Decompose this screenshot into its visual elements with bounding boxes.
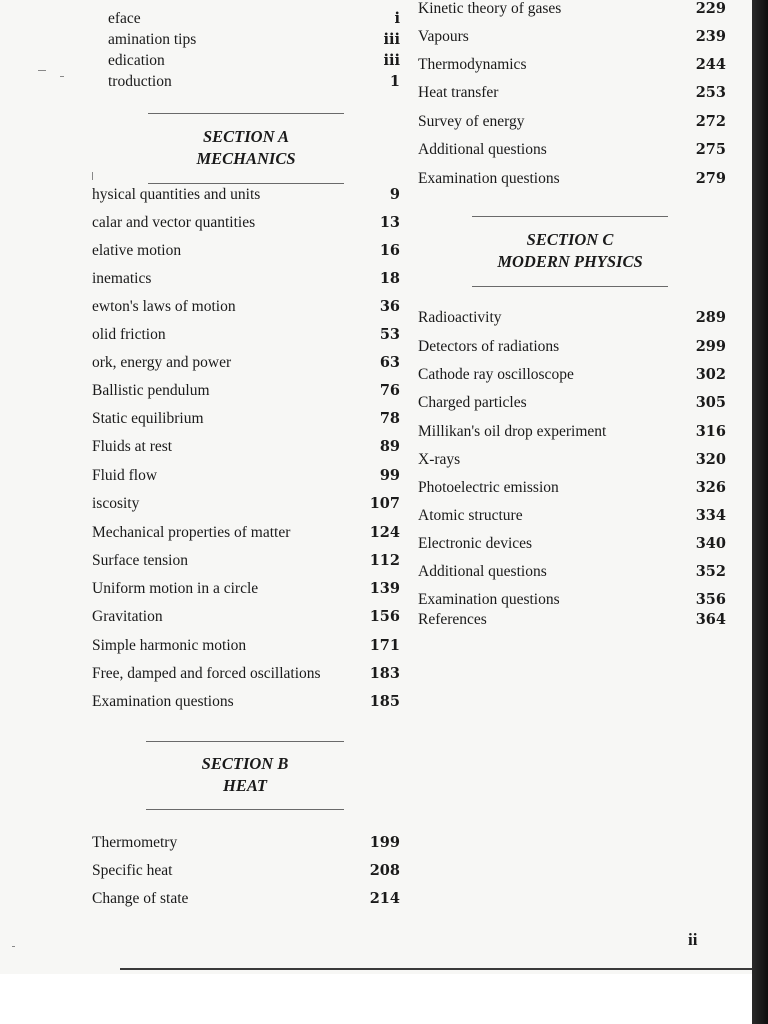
toc-label: Atomic structure — [418, 507, 523, 524]
toc-page: 36 — [379, 298, 400, 315]
toc-label: Additional questions — [418, 141, 547, 158]
toc-label: eface — [108, 10, 141, 27]
toc-page: 326 — [695, 479, 726, 496]
toc-label: Surface tension — [92, 552, 188, 569]
toc-entry — [418, 611, 726, 629]
toc-entry — [418, 309, 726, 327]
toc-page: 272 — [695, 113, 726, 130]
toc-page: 63 — [379, 354, 400, 371]
toc-page: 305 — [695, 394, 726, 411]
toc-label: ork, energy and power — [92, 354, 232, 371]
toc-page: iii — [383, 31, 400, 48]
toc-page: 302 — [695, 366, 726, 383]
toc-page: 9 — [389, 186, 400, 203]
toc-page: 244 — [695, 56, 726, 73]
toc-entry — [92, 862, 400, 880]
toc-page: 124 — [369, 524, 400, 541]
toc-page: 253 — [695, 84, 726, 101]
toc-entry — [418, 338, 726, 356]
toc-page: i — [394, 10, 400, 27]
toc-label: Heat transfer — [418, 84, 499, 101]
toc-entry — [92, 693, 400, 711]
toc-page: 340 — [695, 535, 726, 552]
toc-page: 99 — [379, 467, 400, 484]
toc-page: 171 — [369, 637, 400, 654]
toc-page: 208 — [369, 862, 400, 879]
section-a-subtitle: MECHANICS — [196, 149, 296, 168]
toc-label: Detectors of radiations — [418, 338, 560, 355]
toc-entry — [92, 382, 400, 400]
toc-label: olid friction — [92, 326, 166, 343]
toc-label: Simple harmonic motion — [92, 637, 247, 654]
section-c-title: SECTION C — [526, 230, 614, 249]
toc-entry — [92, 410, 400, 428]
scan-mark — [60, 76, 64, 77]
page-edge-line — [120, 968, 752, 970]
toc-page: 364 — [695, 611, 726, 628]
toc-page: 279 — [695, 170, 726, 187]
divider — [148, 183, 344, 184]
toc-entry — [418, 591, 726, 609]
toc-page: 139 — [369, 580, 400, 597]
toc-label: Thermometry — [92, 834, 178, 851]
toc-label: edication — [108, 52, 165, 69]
scan-mark — [38, 70, 46, 71]
toc-label: hysical quantities and units — [92, 186, 261, 203]
toc-page: 89 — [379, 438, 400, 455]
toc-label: Gravitation — [92, 608, 163, 625]
toc-entry — [418, 366, 726, 384]
toc-label: References — [418, 611, 487, 628]
toc-page: 299 — [695, 338, 726, 355]
toc-entry — [92, 270, 400, 288]
scan-mark — [12, 946, 15, 947]
toc-page: 112 — [369, 552, 400, 569]
toc-page: 53 — [379, 326, 400, 343]
toc-page: 13 — [379, 214, 400, 231]
toc-entry — [92, 298, 400, 316]
section-b-title: SECTION B — [201, 754, 289, 773]
toc-entry — [92, 637, 400, 655]
toc-entry — [108, 10, 400, 28]
toc-entry — [92, 552, 400, 570]
toc-label: Examination questions — [92, 693, 234, 710]
toc-page: 16 — [379, 242, 400, 259]
toc-entry — [92, 214, 400, 232]
toc-entry — [418, 479, 726, 497]
toc-label: Vapours — [418, 28, 469, 45]
toc-page: 156 — [369, 608, 400, 625]
divider — [472, 216, 668, 217]
toc-entry — [418, 170, 726, 188]
toc-label: Thermodynamics — [418, 56, 527, 73]
toc-entry — [418, 451, 726, 469]
toc-page: 289 — [695, 309, 726, 326]
toc-entry — [418, 113, 726, 131]
toc-label: troduction — [108, 73, 172, 90]
toc-entry — [418, 141, 726, 159]
toc-page: 229 — [695, 0, 726, 17]
toc-page: 356 — [695, 591, 726, 608]
toc-page: 199 — [369, 834, 400, 851]
toc-page: 78 — [379, 410, 400, 427]
toc-label: Fluid flow — [92, 467, 158, 484]
toc-label: inematics — [92, 270, 152, 287]
section-c-subtitle: MODERN PHYSICS — [497, 252, 643, 271]
toc-page: iii — [383, 52, 400, 69]
toc-entry — [418, 28, 726, 46]
toc-label: Uniform motion in a circle — [92, 580, 259, 597]
toc-entry — [418, 0, 726, 18]
toc-entry — [92, 834, 400, 852]
toc-label: Static equilibrium — [92, 410, 204, 427]
toc-label: Change of state — [92, 890, 189, 907]
toc-entry — [92, 495, 400, 513]
toc-entry — [418, 563, 726, 581]
page-number: ii — [688, 930, 698, 949]
toc-entry — [92, 326, 400, 344]
toc-entry — [108, 73, 400, 91]
toc-entry — [92, 580, 400, 598]
toc-label: Ballistic pendulum — [92, 382, 210, 399]
toc-entry — [92, 608, 400, 626]
toc-label: elative motion — [92, 242, 182, 259]
toc-label: Kinetic theory of gases — [418, 0, 562, 17]
toc-label: Millikan's oil drop experiment — [418, 423, 607, 440]
toc-entry — [92, 665, 400, 683]
toc-page: 352 — [695, 563, 726, 580]
toc-label: Radioactivity — [418, 309, 502, 326]
toc-page: 76 — [379, 382, 400, 399]
toc-entry — [418, 394, 726, 412]
toc-page: 18 — [379, 270, 400, 287]
toc-label: Specific heat — [92, 862, 173, 879]
toc-entry — [108, 31, 400, 49]
toc-page: 183 — [369, 665, 400, 682]
toc-entry — [418, 423, 726, 441]
toc-entry — [92, 467, 400, 485]
toc-label: Free, damped and forced oscillations — [92, 665, 321, 682]
scan-mark — [92, 172, 93, 180]
toc-label: Mechanical properties of matter — [92, 524, 291, 541]
toc-entry — [92, 890, 400, 908]
toc-page: 185 — [369, 693, 400, 710]
toc-entry — [108, 52, 400, 70]
toc-label: calar and vector quantities — [92, 214, 256, 231]
scan-margin — [0, 974, 768, 1024]
toc-label: Additional questions — [418, 563, 547, 580]
divider — [146, 809, 344, 810]
toc-entry — [418, 507, 726, 525]
toc-page: 1 — [389, 73, 400, 90]
toc-page: 214 — [369, 890, 400, 907]
toc-entry — [92, 354, 400, 372]
toc-entry — [418, 56, 726, 74]
section-b-subtitle: HEAT — [222, 776, 267, 795]
divider — [472, 286, 668, 287]
toc-entry — [418, 535, 726, 553]
toc-page: 107 — [369, 495, 400, 512]
toc-entry — [92, 186, 400, 204]
divider — [146, 741, 344, 742]
section-a-title: SECTION A — [202, 127, 290, 146]
toc-entry — [92, 524, 400, 542]
toc-label: Electronic devices — [418, 535, 533, 552]
toc-label: Charged particles — [418, 394, 527, 411]
toc-page: 320 — [695, 451, 726, 468]
toc-entry — [92, 242, 400, 260]
toc-page: 239 — [695, 28, 726, 45]
toc-page: 334 — [695, 507, 726, 524]
toc-label: Photoelectric emission — [418, 479, 559, 496]
toc-label: Examination questions — [418, 170, 560, 187]
toc-label: Fluids at rest — [92, 438, 173, 455]
toc-entry — [92, 438, 400, 456]
divider — [148, 113, 344, 114]
toc-label: Survey of energy — [418, 113, 525, 130]
toc-page: 275 — [695, 141, 726, 158]
toc-label: X-rays — [418, 451, 461, 468]
toc-page: 316 — [695, 423, 726, 440]
toc-label: Cathode ray oscilloscope — [418, 366, 574, 383]
toc-label: ewton's laws of motion — [92, 298, 236, 315]
scan-shadow — [752, 0, 768, 1024]
toc-label: Examination questions — [418, 591, 560, 608]
toc-label: iscosity — [92, 495, 140, 512]
toc-entry — [418, 84, 726, 102]
toc-label: amination tips — [108, 31, 197, 48]
